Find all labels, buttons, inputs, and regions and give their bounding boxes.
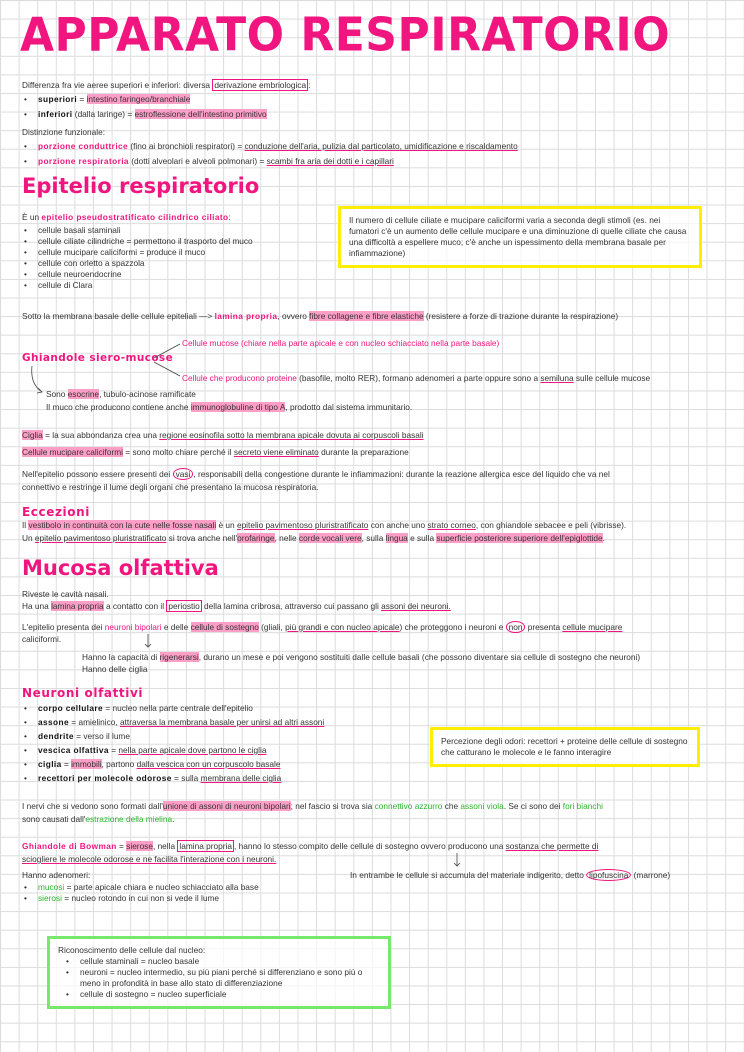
highlight-text: immunoglobuline di tipo A <box>190 402 286 412</box>
text: sulle cellule mucose <box>573 373 651 383</box>
exocrine-line <box>46 389 196 400</box>
underlined-text: più grandi e con nucleo apicale <box>285 622 400 632</box>
text: , responsabili della congestione durante le infiammazioni: durante la reazione allergica esce del liquido che va nel <box>193 469 610 479</box>
circled-term: vasi <box>173 468 194 480</box>
neuron-parts-list <box>24 701 324 785</box>
underlined-text: epitelio pavimentoso pluristratificato <box>236 520 369 530</box>
adenomeri-label: Hanno adenomeri: <box>22 870 91 880</box>
text: È un <box>22 212 42 222</box>
highlight-text: intestino faringeo/branchiale <box>86 94 191 104</box>
text: , prodotto dal sistema immunitario. <box>285 402 413 412</box>
underlined-text: strato corneo <box>427 520 476 530</box>
eccezioni-line-2 <box>22 533 605 544</box>
green-text: mucosi <box>38 882 65 892</box>
text: , durano un mese e poi vengono sostituiti dalle cellule basali (che possono diventare sia cellule di sostegno che neuroni) <box>198 652 641 662</box>
text: (dotti alveolari e alveoli polmonari) = <box>128 156 267 166</box>
green-text: sierosi <box>38 893 62 903</box>
text: durante la preparazione <box>318 447 409 457</box>
percezione-box: Percezione degli odori: recettori + proteine delle cellule di sostegno che catturano le molecole e le fanno interagire <box>430 727 700 767</box>
text: = verso il lume <box>73 731 130 741</box>
underlined-text: nella parte apicale dove partono le ciglia <box>118 745 267 755</box>
list-item: • cellule ciliate cilindriche = permettono il trasporto del muco <box>38 236 253 247</box>
text: (resistere a forze di trazione durante la respirazione) <box>423 311 619 321</box>
section-heading-epitelio: Epitelio respiratorio <box>22 174 260 198</box>
text: Il muco che producono contiene anche <box>46 402 191 412</box>
riconoscimento-list <box>58 956 380 1000</box>
olf-line-5: Hanno delle ciglia <box>82 664 148 674</box>
highlight-text: vestibolo in continuità con la cute nelle fosse nasali <box>28 520 217 530</box>
bowman-line-2 <box>22 854 276 865</box>
text: ; nel fascio si trova sia <box>290 801 375 811</box>
colon: : <box>308 80 311 90</box>
text: si trova anche nell' <box>166 533 238 543</box>
list-item <box>38 94 267 105</box>
lipofuscina-line <box>350 870 670 881</box>
term-label: porzione conduttrice <box>38 141 129 151</box>
text: . <box>602 533 605 543</box>
text: , nelle <box>274 533 299 543</box>
underlined-text: dalla vescica con un corpuscolo basale <box>136 759 281 769</box>
text: = nucleo nella parte centrale dell'epitelio <box>103 703 253 713</box>
green-text: estrazione della mielina <box>85 814 173 824</box>
highlight-text: esocrine <box>67 389 100 399</box>
highlight-text: lingua <box>385 533 408 543</box>
text: (dalla laringe) = <box>72 109 135 119</box>
list-item: • cellule basali staminali <box>38 225 253 236</box>
underlined-text: regione eosinofila sotto la membrana apicale dovuta ai <box>159 430 363 440</box>
bowman-line <box>22 841 598 852</box>
underlined-text: secreto viene eliminato <box>233 447 319 457</box>
text: In entrambe le cellule si accumula del materiale indigerito, detto <box>350 870 587 880</box>
term-label: Ghiandole di Bowman <box>22 841 117 851</box>
olf-line-1: Riveste le cavità nasali. <box>22 589 109 599</box>
underlined-text: sostanza che permette di <box>505 841 599 851</box>
boxed-term: periostio <box>168 601 200 611</box>
term-label: porzione respiratoria <box>38 156 129 166</box>
highlight-text: sierose <box>126 841 153 851</box>
term-label: recettori per molecole odorose <box>38 773 172 783</box>
curved-arrow <box>26 364 46 396</box>
text: = la sua abbondanza crea una <box>42 430 160 440</box>
term-label: corpo cellulare <box>38 703 104 713</box>
vasi-line <box>22 469 610 480</box>
text: , nella <box>152 841 178 851</box>
green-text: connettivo azzurro <box>374 801 443 811</box>
term-label: assone <box>38 717 69 727</box>
green-text: fori bianchi <box>562 801 603 811</box>
text: Sono <box>46 389 68 399</box>
list-item <box>38 156 518 167</box>
intro-line <box>22 80 310 91</box>
list-item <box>38 893 259 904</box>
colon: : <box>228 212 231 222</box>
text: = nucleo rotondo in cui non si vede il lume <box>61 893 220 903</box>
list-item <box>38 771 324 785</box>
list-item: • cellule di sostegno = nucleo superficiale <box>80 989 380 1000</box>
highlight-text: lamina propria <box>51 601 104 611</box>
highlight-text: estroflessione dell'intestino primitivo <box>134 109 267 119</box>
list-item <box>38 701 324 715</box>
list-item <box>38 743 324 757</box>
text: sono causati dall' <box>22 814 86 824</box>
text: Nell'epitelio possono essere presenti dei <box>22 469 173 479</box>
text: Cellule che producono proteine <box>182 373 297 383</box>
text: , tubulo-acinose ramificate <box>99 389 196 399</box>
highlight-text: fibre collagene e fibre elastiche <box>309 311 424 321</box>
highlight-text: Cellule mucipare caliciformi <box>22 447 123 457</box>
circled-term: non <box>506 621 526 633</box>
list-item <box>38 882 259 893</box>
text: = <box>108 745 119 755</box>
text: Hanno la capacità di <box>82 652 160 662</box>
down-arrow <box>143 633 153 649</box>
text: = sono molto chiare perché il <box>122 447 234 457</box>
text: = sulla <box>171 773 201 783</box>
list-item: • cellule staminali = nucleo basale <box>80 956 380 967</box>
text: con anche uno <box>368 520 428 530</box>
list-item <box>38 109 267 120</box>
epitelio-lead <box>22 212 231 223</box>
box-title: Riconoscimento delle cellule dal nucleo: <box>58 945 206 955</box>
lamina-line <box>22 311 618 322</box>
portion-list <box>24 141 518 167</box>
nervi-line-2 <box>22 814 174 825</box>
text: Il <box>22 520 29 530</box>
term-label: vescica olfattiva <box>38 745 109 755</box>
olf-line-4 <box>82 652 640 663</box>
highlight-text: immobili <box>71 759 102 769</box>
underlined-text: cellule mucipare <box>562 622 623 632</box>
nervi-line <box>22 801 603 812</box>
highlight-text: superficie posteriore superiore dell'epiglottide <box>436 533 603 543</box>
pink-text: neuroni bipolari <box>104 622 162 632</box>
list-item <box>38 715 324 729</box>
underlined-text: conduzione dell'aria, pulizia dal particolato, umidificazione e riscaldamento <box>244 141 518 151</box>
circled-term: lipofuscina <box>586 869 631 881</box>
term-label: superiori <box>38 94 78 104</box>
green-text: assoni viola <box>460 801 504 811</box>
text: Cellule mucose (chiare nella parte apicale e con nucleo schiacciato nella parte basale) <box>182 338 500 348</box>
vasi-line-2: connettivo e restringe il lume degli organi che presentano la mucosa respiratoria. <box>22 482 319 492</box>
underlined-text: membrana delle ciglia <box>200 773 282 783</box>
airway-list <box>24 94 267 120</box>
text: = parte apicale chiara e nucleo schiacciato alla base <box>64 882 259 892</box>
text: , con ghiandole sebacee e peli (vibrisse). <box>475 520 627 530</box>
list-item <box>38 729 324 743</box>
text: è un <box>216 520 237 530</box>
underlined-text: assoni dei neuroni. <box>381 601 451 611</box>
highlight-text: cellule di sostegno <box>190 622 259 632</box>
list-item: • cellule neuroendocrine <box>38 269 253 280</box>
underlined-text: sciogliere le molecole odorose e ne facilita l'interazione con i neuroni. <box>22 854 277 864</box>
text: (basofile, molto RER), formano adenomeri a parte oppure sono a <box>296 373 541 383</box>
text: L'epitelio presenta dei <box>22 622 105 632</box>
underlined-text: corpuscoli basali <box>362 430 424 440</box>
cell-list <box>24 225 253 291</box>
list-item: • cellule con orletto a spazzola <box>38 258 253 269</box>
text: = <box>116 841 127 851</box>
list-item: • neuroni = nucleo intermedio, su più piani perché si differenziano e sono più o meno in profondità in base allo stato di differenziazione <box>80 967 380 989</box>
olf-line-3 <box>22 622 622 633</box>
section-heading-eccezioni: Eccezioni <box>22 505 90 519</box>
underlined-text: epitelio pavimentoso pluristratificato <box>34 533 167 543</box>
text: , hanno lo stesso compito delle cellule di sostegno ovvero producono una <box>233 841 506 851</box>
underlined-text: scambi fra aria dei dotti e i capillari <box>266 156 394 166</box>
caliciform-line <box>22 447 409 458</box>
text: e delle <box>161 622 191 632</box>
text: I nervi che si vedono sono formati dall' <box>22 801 163 811</box>
list-item <box>38 757 324 771</box>
text: Sotto la membrana basale delle cellule epiteliali —> <box>22 311 215 321</box>
down-arrow <box>452 852 462 868</box>
mucose-cells <box>182 338 499 349</box>
equals: = <box>77 94 87 104</box>
term-label: ciglia <box>38 759 62 769</box>
text: Ha una <box>22 601 52 611</box>
section-heading-olfattiva: Mucosa olfattiva <box>22 556 219 580</box>
boxed-term: derivazione embriologica <box>214 80 307 90</box>
highlight-text: orofaringe <box>237 533 275 543</box>
subheading-neuroni: Neuroni olfattivi <box>22 686 144 700</box>
highlight-text: rigenerarsi <box>159 652 199 662</box>
text: . Se ci sono dei <box>503 801 563 811</box>
intro-text: Differenza fra vie aeree superiori e inferiori: diversa <box>22 80 213 90</box>
text: (gliali, <box>258 622 286 632</box>
adenomeri-list <box>24 882 259 904</box>
immunoglobulin-line <box>46 402 412 413</box>
text: a contatto con il <box>103 601 167 611</box>
text: , sulla <box>361 533 386 543</box>
highlight-text: corde vocali vere <box>298 533 362 543</box>
text: . <box>172 814 175 824</box>
text: ) che proteggono i neuroni e <box>399 622 506 632</box>
list-item: • cellule mucipare caliciformi = produce il muco <box>38 247 253 258</box>
text: che <box>442 801 461 811</box>
text: Un <box>22 533 35 543</box>
underlined-text: semiluna <box>540 373 574 383</box>
text: , ovvero <box>277 311 310 321</box>
term-label: dendrite <box>38 731 74 741</box>
highlight-text: unione di assoni di neuroni bipolari <box>162 801 291 811</box>
text: (fino ai bronchioli respiratori) = <box>128 141 245 151</box>
text: = amielinico, <box>69 717 120 727</box>
highlight-text: Ciglia <box>22 430 43 440</box>
text: (marrone) <box>631 870 671 880</box>
term-label: epitelio pseudostratificato cilindrico ciliato <box>41 212 229 222</box>
note-box: Il numero di cellule ciliate e mucipare caliciformi varia a seconda degli stimoli (es. nei fumatori c'è un aumento delle cellule mucipare e una diminuzione di quelle ciliate che causa una difficoltà a espellere muco; c'è anche un ispessimento della membrana basale per infiammazione) <box>338 206 702 268</box>
boxed-term: lamina propria <box>179 841 232 851</box>
text: , partono <box>101 759 137 769</box>
ciglia-line <box>22 430 424 441</box>
riconoscimento-box <box>47 936 391 1009</box>
distinction-text: Distinzione funzionale: <box>22 127 106 137</box>
page-title: APPARATO RESPIRATORIO <box>20 8 671 63</box>
term-label: lamina propria <box>214 311 278 321</box>
glands-label: Ghiandole siero-mucose <box>22 352 174 364</box>
underlined-text: attraversa la membrana basale per unirsi ad altri assoni <box>119 717 325 727</box>
list-item: • cellule di Clara <box>38 280 253 291</box>
eccezioni-line-1 <box>22 520 626 531</box>
olf-line-2 <box>22 601 451 612</box>
text: e sulla <box>407 533 437 543</box>
text: della lamina cribrosa, attraverso cui passano gli <box>201 601 382 611</box>
text: presenta <box>525 622 563 632</box>
olf-line-3b: caliciformi. <box>22 634 62 644</box>
term-label: inferiori <box>38 109 73 119</box>
protein-cells <box>182 373 650 384</box>
list-item <box>38 141 518 152</box>
text: = <box>61 759 72 769</box>
